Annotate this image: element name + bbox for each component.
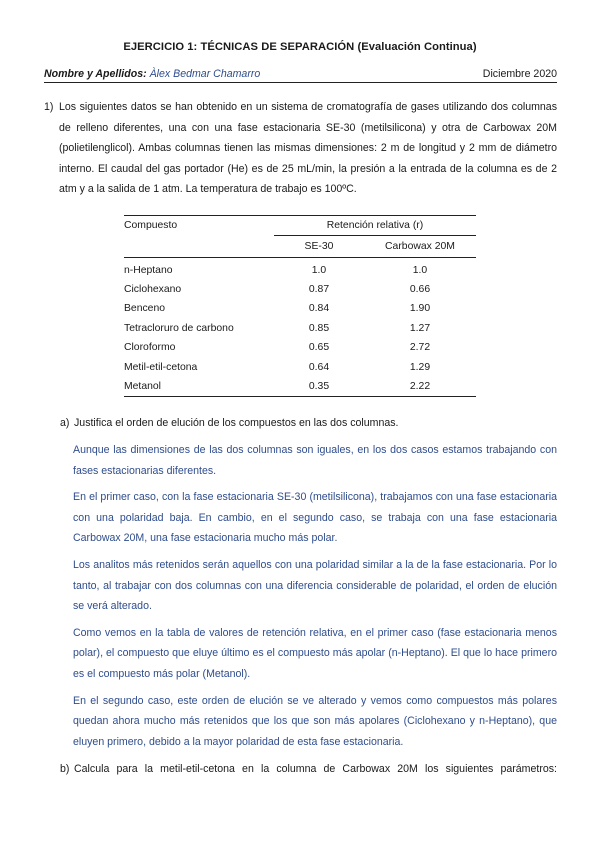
compound-cell: Ciclohexano bbox=[124, 283, 182, 295]
answer-paragraph: Los analitos más retenidos serán aquellos con una polaridad similar a la de la fase estacionaria. Por lo tanto, al trabajar con dos columnas con una diferencia considerable de polaridad, el orden de elución se verá alterado. bbox=[73, 558, 557, 613]
se30-cell: 0.85 bbox=[308, 322, 330, 334]
table-row bbox=[124, 357, 476, 376]
carbowax-cell: 1.27 bbox=[409, 322, 431, 334]
header-empty bbox=[124, 236, 274, 258]
carbowax-cell: 1.29 bbox=[409, 361, 431, 373]
se30-cell: 0.84 bbox=[308, 303, 330, 315]
exercise-title: EJERCICIO 1: TÉCNICAS DE SEPARACIÓN (Evaluación Continua) bbox=[123, 41, 477, 53]
part-b-question bbox=[60, 763, 557, 775]
header-se30: SE-30 bbox=[274, 236, 364, 258]
table-row bbox=[124, 280, 476, 299]
se30-cell: 0.87 bbox=[308, 283, 330, 295]
se30-cell: 0.35 bbox=[274, 377, 364, 397]
compound-cell: Benceno bbox=[124, 303, 166, 315]
compound-cell: n-Heptano bbox=[124, 264, 173, 276]
question-1 bbox=[44, 97, 557, 200]
header-retention-group: Retención relativa (r) bbox=[274, 216, 476, 236]
retention-table bbox=[124, 215, 476, 397]
table-row bbox=[124, 258, 476, 280]
carbowax-cell: 2.22 bbox=[364, 377, 476, 397]
question-1-text: Los siguientes datos se han obtenido en un sistema de cromatografía de gases utilizando dos columnas de relleno diferentes, una con una fase estacionaria SE-30 (metilsilicona) y otra de Carbowax 20M (polietilenglicol). Ambas columnas tienen las mismas dimensiones: 2 m de longitud y 2 mm de diámetro interno. El caudal del gas portador (He) es de 25 mL/min, la presión a la entrada de la columna es de 2 atm y a la salida de 1 atm. La temperatura de trabajo es 100ºC. bbox=[59, 101, 557, 196]
name-label: Nombre y Apellidos: bbox=[44, 68, 147, 80]
answer-paragraph: En el primer caso, con la fase estacionaria SE-30 (metilsilicona), trabajamos con una fase estacionaria con una polaridad baja. En cambio, en el segundo caso, se trabaja con una fase estacionaria Carbowax 20M, una fase estacionaria mucho más polar. bbox=[73, 491, 557, 545]
answer-paragraph: En el segundo caso, este orden de elución se ve alterado y vemos como compuestos más polares quedan ahora mucho más retenidos que los que son más apolares (Ciclohexano y n-Heptano), que eluyen primero, debido a la mayor polaridad de esta fase estacionaria. bbox=[73, 694, 557, 748]
se30-cell: 0.65 bbox=[308, 342, 330, 354]
part-a-question bbox=[60, 417, 557, 429]
compound-cell: Tetracloruro de carbono bbox=[124, 322, 234, 334]
compound-cell: Cloroformo bbox=[124, 342, 176, 354]
question-1-number: 1) bbox=[44, 101, 54, 113]
table-row bbox=[124, 338, 476, 357]
table-row bbox=[124, 319, 476, 338]
part-a-text: Justifica el orden de elución de los compuestos en las dos columnas. bbox=[74, 417, 399, 429]
part-a-answer bbox=[73, 440, 557, 758]
part-b-text: Calcula para la metil-etil-cetona en la columna de Carbowax 20M los siguientes parámetros: bbox=[74, 763, 557, 775]
table-row bbox=[124, 377, 476, 397]
compound-cell: Metanol bbox=[124, 377, 274, 397]
author-block bbox=[44, 68, 260, 80]
carbowax-cell: 0.66 bbox=[409, 283, 431, 295]
author-name: Àlex Bedmar Chamarro bbox=[149, 68, 261, 80]
compound-cell: Metil-etil-cetona bbox=[124, 361, 198, 373]
header-carbowax: Carbowax 20M bbox=[364, 236, 476, 258]
se30-cell: 0.64 bbox=[308, 361, 330, 373]
part-a-label: a) bbox=[60, 417, 70, 429]
se30-cell: 1.0 bbox=[311, 264, 327, 276]
answer-paragraph: Aunque las dimensiones de las dos columnas son iguales, en los dos casos estamos trabajando con fases estacionarias diferentes. bbox=[73, 444, 557, 477]
carbowax-cell: 1.90 bbox=[409, 303, 431, 315]
header-compound: Compuesto bbox=[124, 216, 274, 236]
carbowax-cell: 2.72 bbox=[409, 342, 431, 354]
table-row bbox=[124, 299, 476, 318]
document-date: Diciembre 2020 bbox=[482, 68, 557, 80]
part-b-label: b) bbox=[60, 763, 70, 775]
author-line bbox=[44, 68, 557, 83]
carbowax-cell: 1.0 bbox=[412, 264, 428, 276]
answer-paragraph: Como vemos en la tabla de valores de retención relativa, en el primer caso (fase estacionaria menos polar), el compuesto que eluye último es el compuesto más apolar (n-Heptano). El que lo hace primero es el compuesto más polar (Metanol). bbox=[73, 626, 557, 680]
